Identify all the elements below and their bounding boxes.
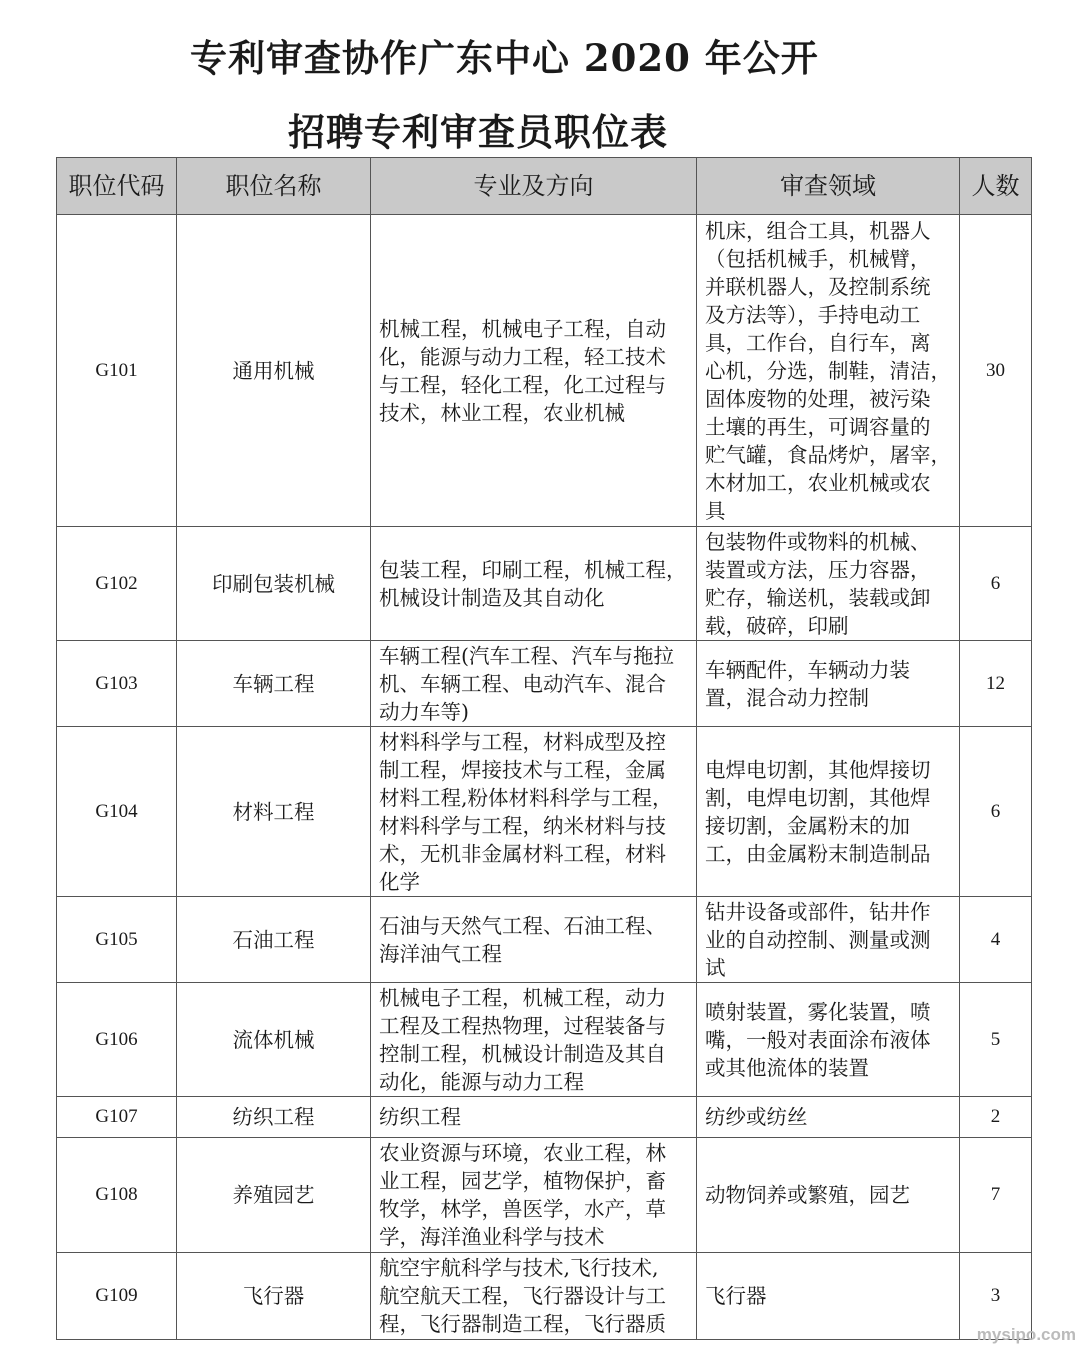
cell-line: 钻井设备或部件，钻井作	[705, 899, 931, 924]
cell-line: 技术，林业工程，农业机械	[379, 400, 625, 425]
cell-line: 飞行器	[705, 1284, 767, 1308]
cell-line: 机械工程，机械电子工程，自动	[379, 316, 666, 341]
table-row	[57, 527, 1032, 641]
table-header-row	[57, 158, 1032, 215]
cell-code: G101	[57, 215, 177, 527]
cell-code: G102	[57, 527, 177, 641]
cell-line: 航空航天工程，飞行器设计与工	[379, 1284, 666, 1308]
cell-count: 30	[960, 215, 1032, 527]
header-name: 职位名称	[177, 158, 371, 215]
cell-code: G107	[57, 1097, 177, 1138]
cell-line: 机、车辆工程、电动汽车、混合	[379, 671, 666, 696]
table-row	[57, 1138, 1032, 1253]
cell-line: 工，由金属粉末制造制品	[705, 841, 931, 866]
cell-count: 2	[960, 1097, 1032, 1138]
cell-count: 4	[960, 897, 1032, 983]
table-row	[57, 215, 1032, 527]
cell-major	[371, 1253, 697, 1340]
cell-line: 动力车等)	[379, 699, 469, 724]
cell-line: 电焊电切割，其他焊接切	[705, 757, 931, 782]
cell-line: 喷射装置，雾化装置，喷	[705, 999, 931, 1024]
cell-major	[371, 215, 697, 527]
cell-field	[697, 527, 960, 641]
cell-line: 制工程，焊接技术与工程，金属	[379, 757, 666, 782]
cell-line: 业的自动控制、测量或测	[705, 927, 931, 952]
cell-name: 通用机械	[177, 215, 371, 527]
cell-major	[371, 897, 697, 983]
document-title-line-2: 招聘专利审查员职位表	[288, 110, 668, 154]
cell-line: 并联机器人，及控制系统	[705, 274, 931, 299]
cell-field	[697, 983, 960, 1097]
cell-line: 载，破碎，印刷	[705, 613, 849, 638]
cell-line: 机床，组合工具，机器人	[705, 218, 931, 243]
cell-line: 及方法等），手持电动工	[705, 302, 921, 327]
cell-line: 石油与天然气工程、石油工程、	[379, 913, 666, 938]
cell-name: 纺织工程	[177, 1097, 371, 1138]
cell-line: 动化，能源与动力工程	[379, 1069, 584, 1094]
cell-name: 材料工程	[177, 727, 371, 897]
cell-code: G105	[57, 897, 177, 983]
table-row	[57, 1253, 1032, 1340]
cell-field	[697, 1097, 960, 1138]
cell-code: G103	[57, 641, 177, 727]
cell-name: 石油工程	[177, 897, 371, 983]
cell-major	[371, 983, 697, 1097]
cell-major	[371, 1138, 697, 1253]
cell-line: 牧学，林学，兽医学，水产，草	[379, 1197, 666, 1221]
cell-line: 具，工作台，自行车，离	[705, 330, 931, 355]
cell-count: 12	[960, 641, 1032, 727]
cell-line: 化，能源与动力工程，轻工技术	[379, 344, 666, 369]
cell-line: 工程及工程热物理，过程装备与	[379, 1013, 666, 1038]
header-major: 专业及方向	[371, 158, 697, 215]
table-row	[57, 641, 1032, 727]
table-row	[57, 727, 1032, 897]
cell-major	[371, 727, 697, 897]
cell-line: 贮存，输送机，装载或卸	[705, 585, 931, 610]
cell-line: 贮气罐，食品烤炉，屠宰，	[705, 442, 951, 467]
position-table	[56, 157, 1032, 1340]
cell-line: 包装工程，印刷工程，机械工程，	[379, 557, 687, 582]
cell-line: 机械设计制造及其自动化	[379, 585, 605, 610]
cell-line: 置，混合动力控制	[705, 685, 869, 710]
cell-line: 接切割，金属粉末的加	[705, 813, 910, 838]
cell-line: 程，飞行器制造工程，飞行器质	[379, 1312, 666, 1336]
cell-line: 装置或方法，压力容器，	[705, 557, 931, 582]
watermark: mysipo.com	[976, 1325, 1076, 1344]
cell-major	[371, 527, 697, 641]
cell-count: 5	[960, 983, 1032, 1097]
cell-field	[697, 1138, 960, 1253]
cell-line: （包括机械手，机械臂，	[705, 246, 931, 271]
cell-line: 农业资源与环境，农业工程，林	[379, 1141, 666, 1165]
cell-major	[371, 1097, 697, 1138]
cell-line: 割，电焊电切割，其他焊	[705, 785, 931, 810]
cell-field	[697, 897, 960, 983]
table-row	[57, 1097, 1032, 1138]
cell-count: 6	[960, 727, 1032, 897]
cell-name: 流体机械	[177, 983, 371, 1097]
header-count: 人数	[960, 158, 1032, 215]
cell-line: 机械电子工程，机械工程，动力	[379, 985, 666, 1010]
cell-code: G108	[57, 1138, 177, 1253]
table-row	[57, 897, 1032, 983]
cell-field	[697, 215, 960, 527]
cell-line: 木材加工，农业机械或农	[705, 470, 931, 495]
cell-line: 海洋油气工程	[379, 941, 502, 966]
cell-line: 术，无机非金属材料工程，材料	[379, 841, 666, 866]
cell-line: 材料科学与工程，材料成型及控	[379, 729, 666, 754]
cell-field	[697, 1253, 960, 1340]
cell-line: 学，海洋渔业科学与技术	[379, 1225, 605, 1249]
cell-major	[371, 641, 697, 727]
cell-line: 固体废物的处理，被污染	[705, 386, 931, 411]
cell-line: 包装物件或物料的机械、	[705, 529, 931, 554]
table-row	[57, 983, 1032, 1097]
header-code: 职位代码	[57, 158, 177, 215]
cell-count: 3	[960, 1253, 1032, 1340]
cell-line: 土壤的再生，可调容量的	[705, 414, 931, 439]
cell-line: 试	[705, 955, 726, 980]
cell-line: 具	[705, 498, 726, 523]
cell-name: 车辆工程	[177, 641, 371, 727]
cell-line: 纺纱或纺丝	[705, 1105, 808, 1129]
document-title-line-1: 专利审查协作广东中心 2020 年公开	[190, 36, 819, 80]
cell-line: 或其他流体的装置	[705, 1055, 869, 1080]
cell-count: 6	[960, 527, 1032, 641]
cell-line: 车辆工程(汽车工程、汽车与拖拉	[379, 643, 674, 668]
cell-line: 纺织工程	[379, 1105, 461, 1129]
cell-line: 材料科学与工程，纳米材料与技	[379, 813, 666, 838]
cell-line: 与工程，轻化工程，化工过程与	[379, 372, 666, 397]
cell-line: 材料工程,粉体材料科学与工程，	[379, 785, 673, 810]
cell-name: 飞行器	[177, 1253, 371, 1340]
cell-code: G109	[57, 1253, 177, 1340]
cell-code: G106	[57, 983, 177, 1097]
cell-field	[697, 727, 960, 897]
cell-code: G104	[57, 727, 177, 897]
cell-count: 7	[960, 1138, 1032, 1253]
cell-line: 心机，分选，制鞋，清洁，	[705, 358, 951, 383]
header-field: 审查领域	[697, 158, 960, 215]
cell-line: 控制工程，机械设计制造及其自	[379, 1041, 666, 1066]
cell-field	[697, 641, 960, 727]
cell-name: 印刷包装机械	[177, 527, 371, 641]
cell-line: 动物饲养或繁殖，园艺	[705, 1183, 910, 1207]
cell-line: 嘴，一般对表面涂布液体	[705, 1027, 931, 1052]
cell-line: 化学	[379, 869, 420, 894]
cell-line: 航空宇航科学与技术,飞行技术,	[379, 1256, 659, 1280]
cell-line: 车辆配件，车辆动力装	[705, 657, 910, 682]
cell-line: 业工程，园艺学，植物保护，畜	[379, 1169, 666, 1193]
cell-name: 养殖园艺	[177, 1138, 371, 1253]
